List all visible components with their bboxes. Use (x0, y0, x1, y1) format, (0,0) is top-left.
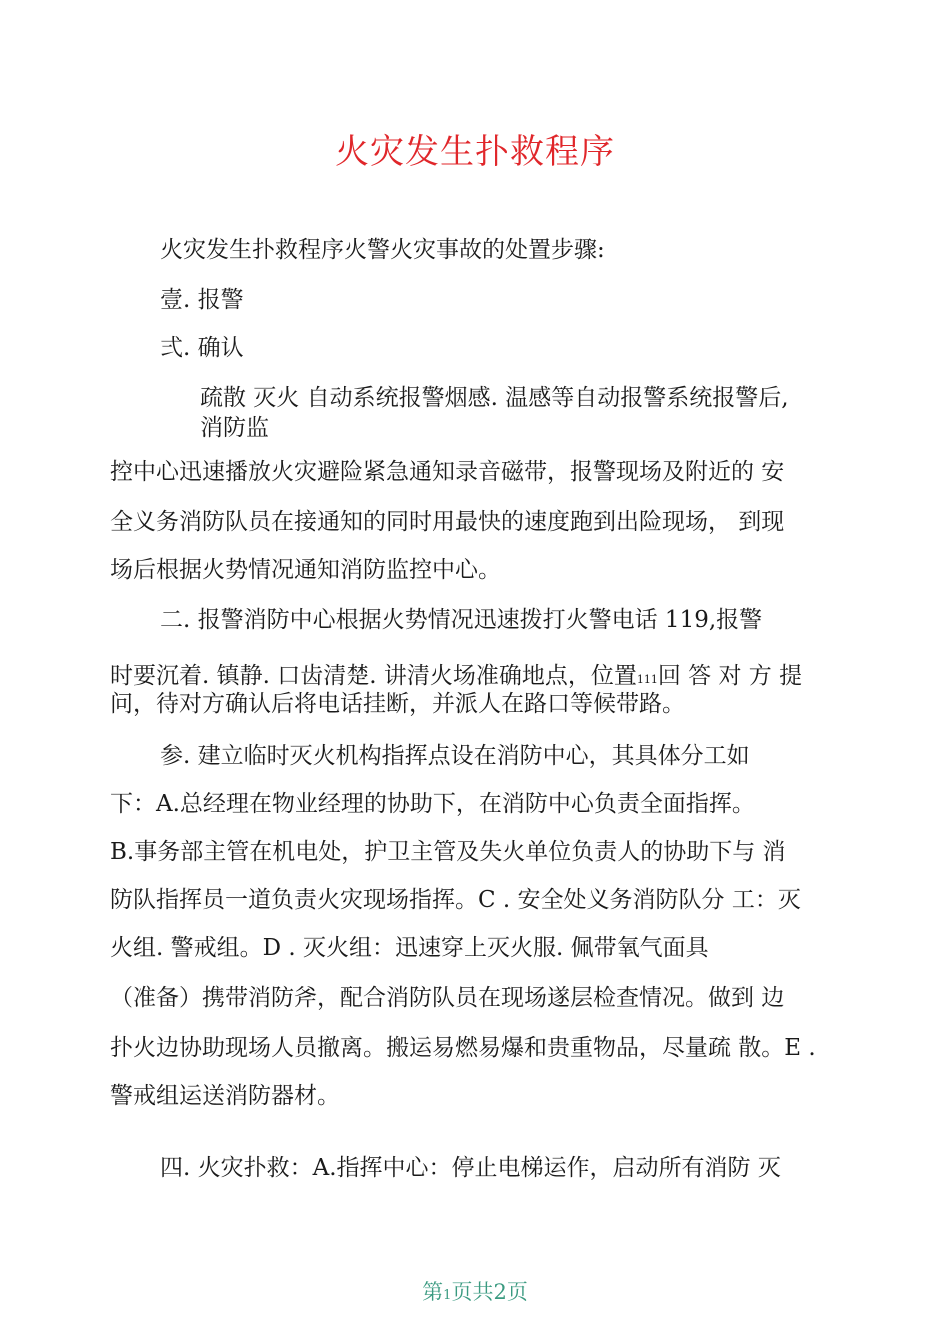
page-footer (0, 1276, 950, 1306)
para2-small-number: 111 (636, 673, 658, 686)
para1-line: 场后根据火势情况通知消防监控中心。 (110, 557, 501, 583)
para3-line: 下：A.总经理在物业经理的协助下，在消防中心负责全面指挥。 (110, 791, 755, 817)
sub-line-b: 消防监 (200, 415, 269, 441)
step-two-text: 二. 报警消防中心根据火势情况迅速拨打火警电话 119,报警 (160, 607, 763, 633)
para3-line: （准备）携带消防斧，配合消防队员在现场遂层检查情况。做到 边 (110, 985, 785, 1011)
para3-line: 防队指挥员一道负责火灾现场指挥。C . 安全处义务消防队分 工：灭 (110, 887, 801, 913)
para3-line: B.事务部主管在机电处，护卫主管及失火单位负责人的协助下与 消 (110, 839, 786, 865)
para2-text-b: 回 答 对 方 提 (657, 663, 803, 689)
step-one-heading: 壹. 报警 (160, 287, 244, 313)
intro-line: 火灾发生扑救程序火警火灾事故的处置步骤: (160, 237, 605, 263)
footer-total-pages: 2 (493, 1280, 507, 1304)
step-two-heading: 弍. 确认 (160, 335, 244, 361)
para2-text-a: 时要沉着. 镇静. 口齿清楚. 讲清火场准确地点，位置 (110, 663, 637, 689)
para3-line: 火组. 警戒组。D . 灭火组：迅速穿上灭火服. 佩带氧气面具 (110, 935, 709, 961)
sub-line-a: 疏散 灭火 自动系统报警烟感. 温感等自动报警系统报警后, (200, 385, 789, 411)
footer-suffix: 页 (506, 1280, 528, 1304)
para3-line: 警戒组运送消防器材。 (110, 1083, 340, 1109)
step-four-heading: 四. 火灾扑救：A.指挥中心：停止电梯运作，启动所有消防 灭 (160, 1155, 781, 1181)
footer-middle: 页共 (451, 1280, 494, 1304)
para1-line: 控中心迅速播放火灾避险紧急通知录音磁带，报警现场及附近的 安 (110, 459, 785, 485)
para3-line: 扑火边协助现场人员撤离。搬运易燃易爆和贵重物品，尽量疏 散。E . (110, 1035, 816, 1061)
page-title: 火灾发生扑救程序 (335, 132, 615, 172)
para1-line: 全义务消防队员在接通知的同时用最快的速度跑到出险现场， 到现 (110, 509, 785, 535)
step-three-heading: 参. 建立临时灭火机构指挥点设在消防中心，其具体分工如 (160, 743, 750, 769)
footer-prefix: 第 (422, 1280, 444, 1304)
footer-page-number: 1 (443, 1288, 452, 1303)
para2-line-c: 问，待对方确认后将电话挂断，并派人在路口等候带路。 (110, 691, 685, 717)
